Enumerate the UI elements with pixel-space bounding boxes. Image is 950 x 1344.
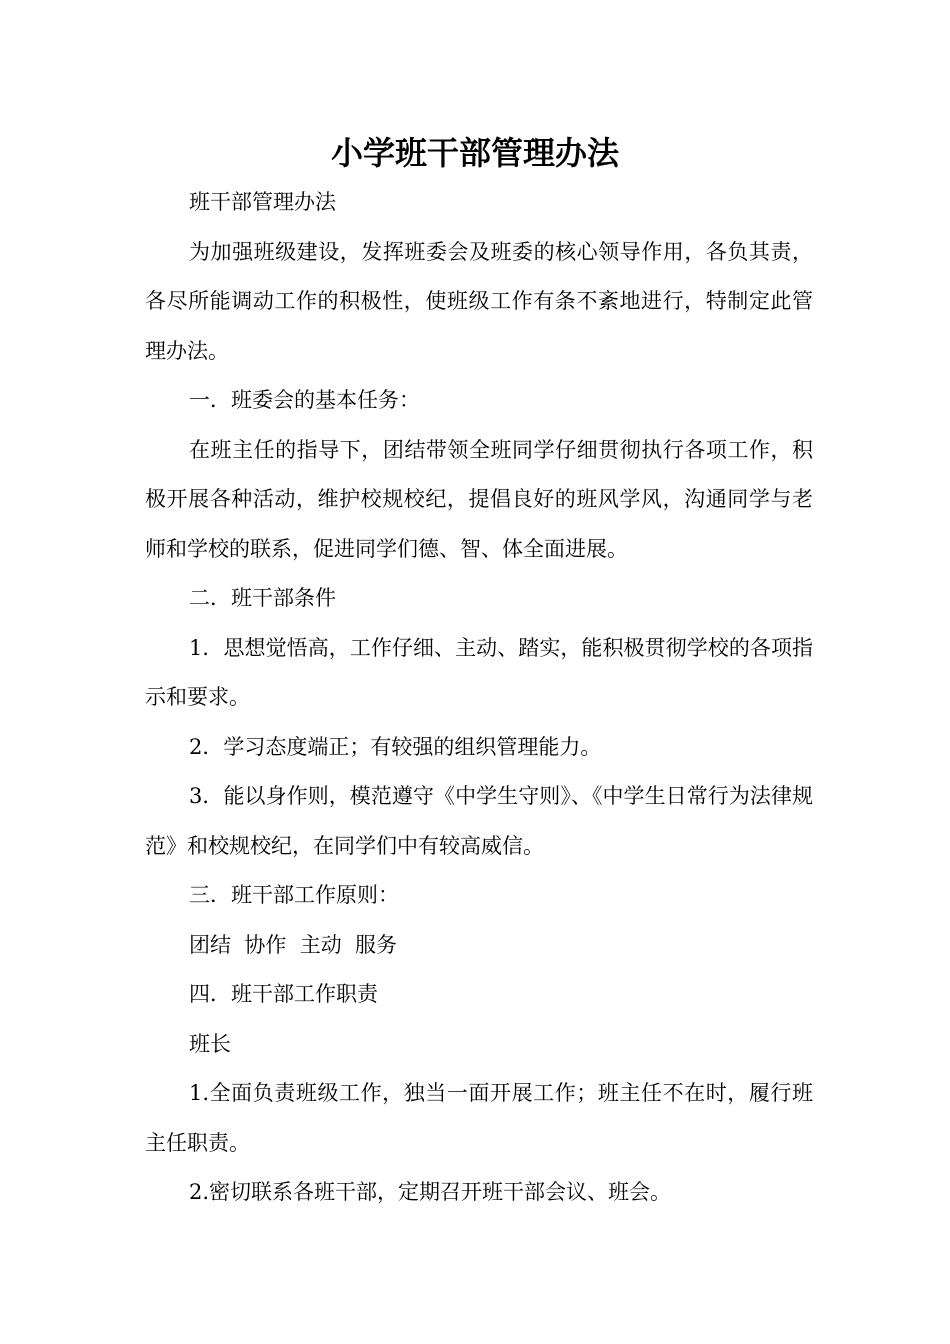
paragraph-subtitle: 班干部管理办法: [189, 190, 336, 214]
section-heading-1: 一．班委会的基本任务：: [189, 388, 420, 412]
paragraph-intro: 为加强班级建设，发挥班委会及班委的核心领导作用，各负其责，各尽所能调动工作的积极性，使班级工作有条不紊地进行，特制定此管理办法。: [145, 239, 813, 363]
document-body: [145, 178, 813, 1218]
section-heading-3: 三．班干部工作原则：: [189, 883, 399, 907]
list-item: 2．学习态度端正；有较强的组织管理能力。: [189, 734, 602, 759]
list-item: 1.全面负责班级工作，独当一面开展工作；班主任不在时，履行班主任职责。: [145, 1081, 813, 1155]
paragraph-section-1: 在班主任的指导下，团结带领全班同学仔细贯彻执行各项工作，积极开展各种活动，维护校规校纪，提倡良好的班风学风，沟通同学与老师和学校的联系，促进同学们德、智、体全面进展。: [145, 437, 813, 561]
list-item: 2.密切联系各班干部，定期召开班干部会议、班会。: [189, 1180, 672, 1204]
list-item: 3．能以身作则，模范遵守《中学生守则》、《中学生日常行为法律规范》和校规校纪，在同学们中有较高威信。: [145, 784, 813, 858]
paragraph-principles: 团结 协作 主动 服务: [189, 932, 398, 957]
section-heading-4: 四．班干部工作职责: [189, 982, 378, 1006]
list-item: 1．思想觉悟高，工作仔细、主动、踏实，能积极贯彻学校的各项指示和要求。: [145, 635, 813, 709]
document-title: 小学班干部管理办法: [330, 134, 619, 172]
section-heading-2: 二．班干部条件: [189, 586, 336, 610]
subheading-monitor: 班长: [189, 1031, 231, 1056]
